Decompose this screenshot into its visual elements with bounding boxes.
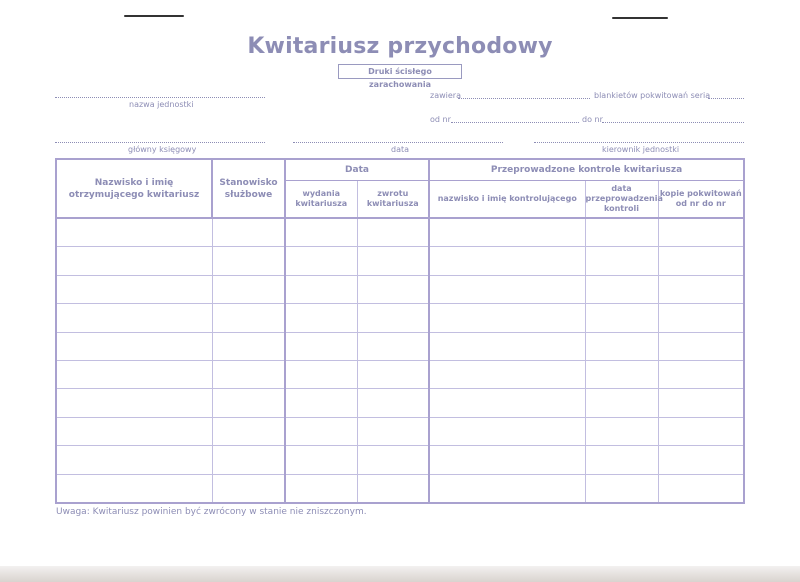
table-cell[interactable] xyxy=(357,389,429,417)
table-cell[interactable] xyxy=(56,389,212,417)
table-cell[interactable] xyxy=(357,446,429,474)
unit-manager-label: kierownik jednostki xyxy=(602,145,680,154)
table-row xyxy=(56,389,744,417)
table-cell[interactable] xyxy=(285,218,357,247)
table-cell[interactable] xyxy=(212,446,285,474)
contains-line[interactable] xyxy=(458,98,590,99)
table-cell[interactable] xyxy=(285,446,357,474)
table-row xyxy=(56,360,744,388)
page-edge xyxy=(0,566,800,582)
table-cell[interactable] xyxy=(585,332,658,360)
table-cell[interactable] xyxy=(585,360,658,388)
table-row xyxy=(56,446,744,474)
table-cell[interactable] xyxy=(585,389,658,417)
table-cell[interactable] xyxy=(357,304,429,332)
table-cell[interactable] xyxy=(56,332,212,360)
table-cell[interactable] xyxy=(56,417,212,445)
table-cell[interactable] xyxy=(56,474,212,503)
table-cell[interactable] xyxy=(658,247,744,275)
table-body xyxy=(56,218,744,503)
header-controls-group: Przeprowadzone kontrole kwitariusza xyxy=(429,159,744,181)
date-label: data xyxy=(391,145,410,154)
table-cell[interactable] xyxy=(429,304,585,332)
table-cell[interactable] xyxy=(658,304,744,332)
table-cell[interactable] xyxy=(285,332,357,360)
table-cell[interactable] xyxy=(212,474,285,503)
table-cell[interactable] xyxy=(285,247,357,275)
series-label: blankietów pokwitowań seria xyxy=(594,91,711,100)
footer-note: Uwaga: Kwitariusz powinien być zwrócony w stanie nie zniszczonym. xyxy=(56,507,367,517)
chief-accountant-line[interactable] xyxy=(55,142,265,143)
table-cell[interactable] xyxy=(658,389,744,417)
table-cell[interactable] xyxy=(658,474,744,503)
table-cell[interactable] xyxy=(658,360,744,388)
table-cell[interactable] xyxy=(56,304,212,332)
header-issue-date: wydania kwitariusza xyxy=(285,181,357,219)
table-cell[interactable] xyxy=(585,446,658,474)
unit-manager-line[interactable] xyxy=(534,142,744,143)
table-cell[interactable] xyxy=(429,360,585,388)
table-cell[interactable] xyxy=(285,275,357,303)
table-cell[interactable] xyxy=(56,218,212,247)
header-date-group: Data xyxy=(285,159,429,181)
table-cell[interactable] xyxy=(212,332,285,360)
table-cell[interactable] xyxy=(429,417,585,445)
chief-accountant-label: główny księgowy xyxy=(128,145,197,154)
table-cell[interactable] xyxy=(658,417,744,445)
table-cell[interactable] xyxy=(285,360,357,388)
table-cell[interactable] xyxy=(429,247,585,275)
table-cell[interactable] xyxy=(429,218,585,247)
table-cell[interactable] xyxy=(56,275,212,303)
table-cell[interactable] xyxy=(56,247,212,275)
table-cell[interactable] xyxy=(357,417,429,445)
staple-mark xyxy=(124,15,184,17)
table-row xyxy=(56,275,744,303)
table-cell[interactable] xyxy=(212,304,285,332)
table-cell[interactable] xyxy=(357,247,429,275)
table-cell[interactable] xyxy=(585,247,658,275)
header-control-date: data przeprowadzenia kontroli xyxy=(585,181,658,219)
table-cell[interactable] xyxy=(658,218,744,247)
table-row xyxy=(56,304,744,332)
table-cell[interactable] xyxy=(285,304,357,332)
table-row xyxy=(56,417,744,445)
to-no-line[interactable] xyxy=(602,122,744,123)
header-receipt-copies: kopie pokwitowań od nr do nr xyxy=(658,181,744,219)
unit-name-line[interactable] xyxy=(55,97,265,98)
table-cell[interactable] xyxy=(212,417,285,445)
table-cell[interactable] xyxy=(357,332,429,360)
header-controller-name: nazwisko i imię kontrolującego xyxy=(429,181,585,219)
table-cell[interactable] xyxy=(429,474,585,503)
form-subtitle: Druki ścisłego zarachowania xyxy=(338,64,462,79)
header-return-date: zwrotu kwitariusza xyxy=(357,181,429,219)
from-no-label: od nr xyxy=(430,115,451,124)
table-cell[interactable] xyxy=(429,446,585,474)
table-cell[interactable] xyxy=(585,304,658,332)
table-cell[interactable] xyxy=(585,218,658,247)
unit-name-label: nazwa jednostki xyxy=(129,100,194,109)
table-cell[interactable] xyxy=(56,360,212,388)
table-row xyxy=(56,247,744,275)
table-cell[interactable] xyxy=(357,360,429,388)
table-cell[interactable] xyxy=(585,474,658,503)
to-no-label: do nr xyxy=(582,115,603,124)
table-cell[interactable] xyxy=(429,389,585,417)
table-cell[interactable] xyxy=(658,332,744,360)
table-cell[interactable] xyxy=(285,389,357,417)
table-row xyxy=(56,332,744,360)
form-title: Kwitariusz przychodowy xyxy=(247,34,553,59)
table-cell[interactable] xyxy=(285,474,357,503)
series-line[interactable] xyxy=(708,98,744,99)
table-cell[interactable] xyxy=(212,218,285,247)
table-cell[interactable] xyxy=(429,332,585,360)
table-row xyxy=(56,218,744,247)
table-cell[interactable] xyxy=(658,275,744,303)
from-no-line[interactable] xyxy=(451,122,579,123)
table-cell[interactable] xyxy=(585,417,658,445)
header-position: Stanowisko służbowe xyxy=(212,159,285,218)
table-cell[interactable] xyxy=(212,275,285,303)
table-cell[interactable] xyxy=(285,417,357,445)
table-cell[interactable] xyxy=(212,360,285,388)
issuance-table xyxy=(55,158,745,504)
table-cell[interactable] xyxy=(212,389,285,417)
table-cell[interactable] xyxy=(56,446,212,474)
staple-mark xyxy=(612,17,668,19)
date-line[interactable] xyxy=(293,142,503,143)
table-cell[interactable] xyxy=(357,474,429,503)
table-cell[interactable] xyxy=(357,218,429,247)
table-cell[interactable] xyxy=(585,275,658,303)
table-cell[interactable] xyxy=(212,247,285,275)
table-row xyxy=(56,474,744,503)
table-cell[interactable] xyxy=(658,446,744,474)
header-recipient-name: Nazwisko i imię otrzymującego kwitariusz xyxy=(56,159,212,218)
table-cell[interactable] xyxy=(357,275,429,303)
table-cell[interactable] xyxy=(429,275,585,303)
contains-label: zawiera xyxy=(430,91,461,100)
